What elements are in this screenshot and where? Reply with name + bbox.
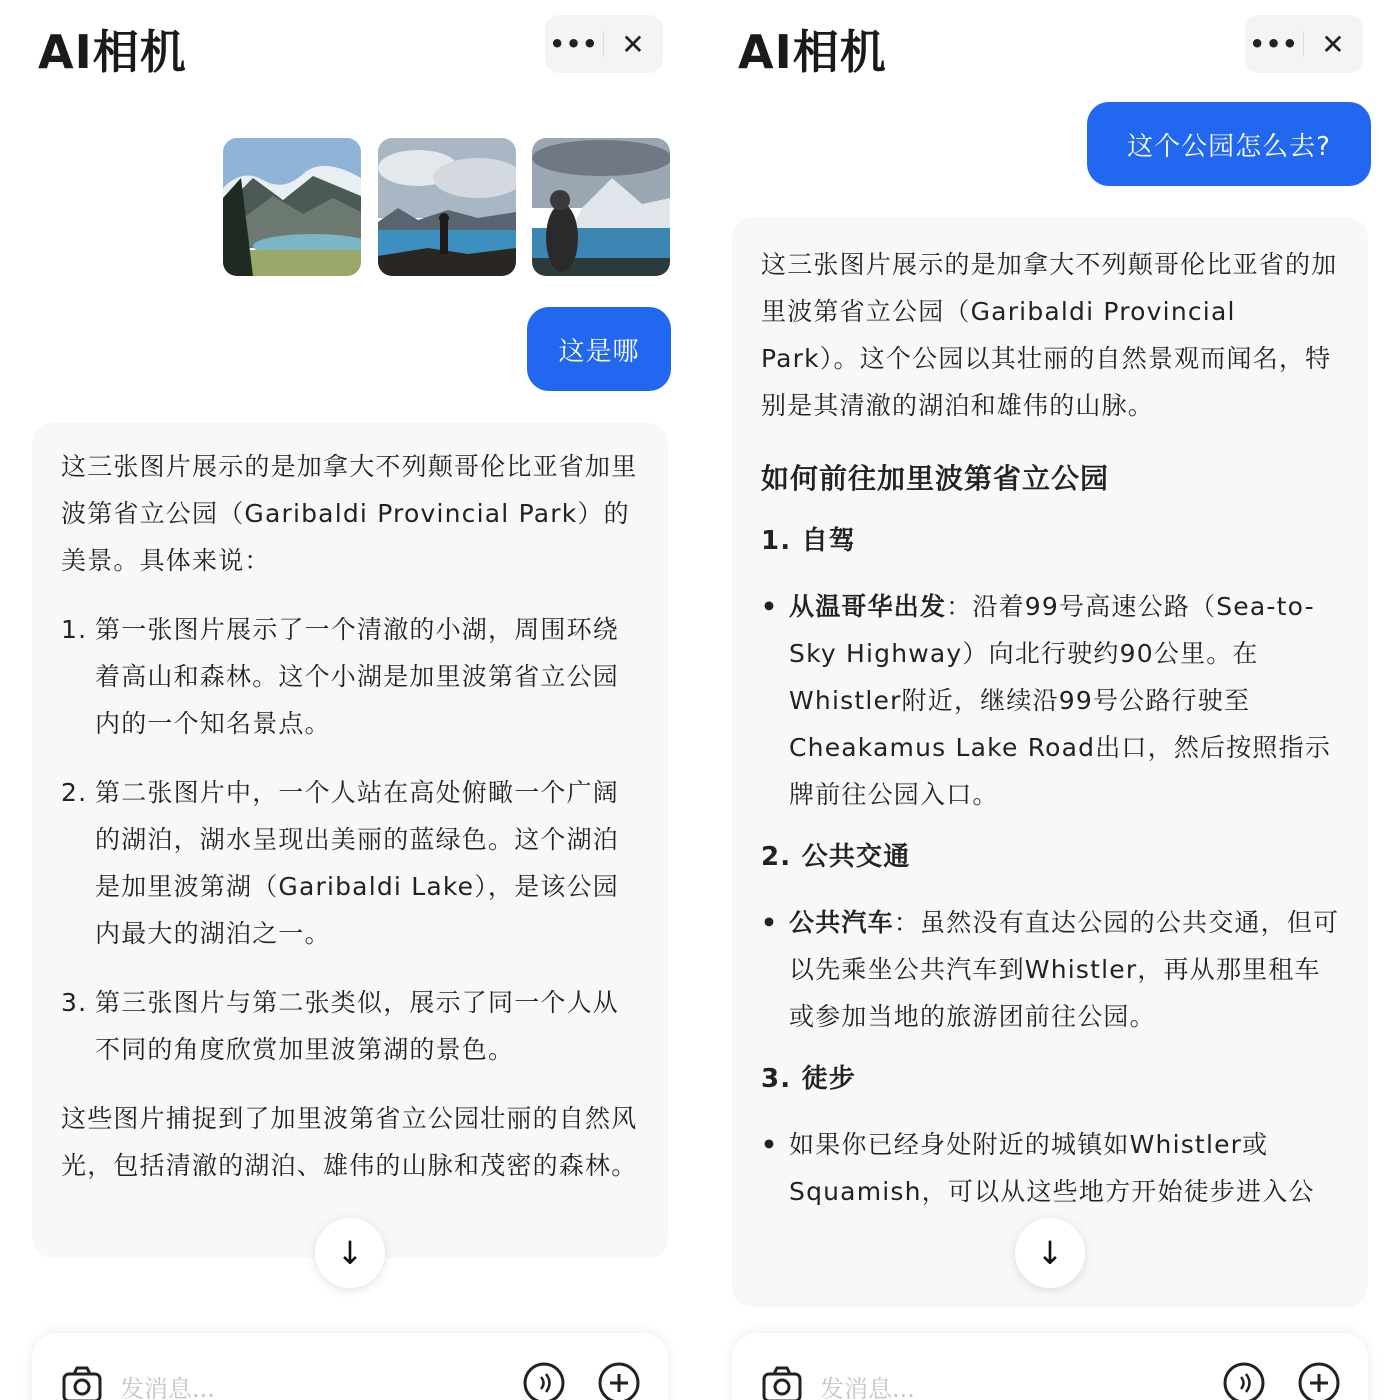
photo-thumbnail-1[interactable] [223,138,361,276]
user-message-bubble: 这个公园怎么去? [1087,102,1371,186]
list-text: 第一张图片展示了一个清澈的小湖，周围环绕着高山和森林。这个小湖是加里波第省立公园内的一个知名景点。 [95,615,620,738]
arrow-down-icon[interactable]: ↓ [315,1218,385,1288]
plus-circle-icon[interactable] [1297,1361,1341,1400]
bullet-body [789,583,1340,818]
right-chat-panel [700,0,1400,1400]
bullet-text: ：沿着99号高速公路（Sea-to-Sky Highway）向北行驶约90公里。在Whistler附近，继续沿99号公路行驶至Cheakamus Lake Road出口，然后按照指示牌前往公园入口。 [789,592,1332,809]
message-input-bar [732,1333,1368,1400]
plus-circle-icon[interactable] [597,1361,641,1400]
more-dots-icon[interactable]: ••• [1249,30,1299,58]
bullet-text: 如果你已经身处附近的城镇如Whistler或Squamish，可以从这些地方开始徒步进入公 [789,1130,1315,1206]
photo-thumbnail-2[interactable] [378,138,516,276]
list-number: 2. [61,778,88,807]
bullet-bold: 公共汽车 [789,908,894,937]
bullet-dot: • [761,908,779,937]
answer-heading: 如何前往加里波第省立公园 [761,462,1110,495]
list-item [61,979,640,1073]
voice-icon[interactable] [1222,1361,1266,1400]
voice-icon[interactable] [522,1361,566,1400]
list-item [61,606,640,747]
close-icon[interactable]: ✕ [1321,27,1345,61]
app-title: AI相机 [738,25,887,79]
message-input-bar [32,1333,668,1400]
photo-thumbnail-3[interactable] [532,138,670,276]
close-icon[interactable]: ✕ [621,27,645,61]
bullet-text: ：虽然没有直达公园的公共交通，但可以先乘坐公共汽车到Whistler，再从那里租车或参加当地的旅游团前往公园。 [789,908,1340,1031]
answer-list [61,606,640,1073]
answer-outro: 这些图片捕捉到了加里波第省立公园壮丽的自然风光，包括清澈的湖泊、雄伟的山脉和茂密的森林。 [61,1104,638,1180]
list-item [761,583,1340,818]
section-title: 3. 徒步 [761,1064,857,1094]
list-text: 第二张图片中，一个人站在高处俯瞰一个广阔的湖泊，湖水呈现出美丽的蓝绿色。这个湖泊是加里波第湖（Garibaldi Lake），是该公园内最大的湖泊之一。 [95,778,620,948]
list-item [761,1121,1340,1215]
ai-answer-card [32,423,668,1258]
bullet-dot: • [761,592,779,621]
message-input[interactable]: 发消息... [820,1375,915,1400]
camera-icon[interactable] [760,1363,804,1400]
list-number: 1. [61,615,88,644]
list-text: 第三张图片与第二张类似，展示了同一个人从不同的角度欣赏加里波第湖的景色。 [95,988,620,1064]
list-item [761,899,1340,1040]
ai-answer-card [732,217,1368,1307]
list-item [61,769,640,957]
app-title: AI相机 [38,25,187,79]
arrow-down-icon[interactable]: ↓ [1015,1218,1085,1288]
bullet-bold: 从温哥华出发 [789,592,947,621]
mini-program-capsule [545,15,663,73]
user-message-bubble: 这是哪 [527,307,671,391]
answer-intro: 这三张图片展示的是加拿大不列颠哥伦比亚省加里波第省立公园（Garibaldi Provincial Park）的美景。具体来说： [61,452,638,575]
camera-icon[interactable] [60,1363,104,1400]
section-title: 2. 公共交通 [761,842,911,872]
bullet-dot: • [761,1130,779,1159]
answer-intro: 这三张图片展示的是加拿大不列颠哥伦比亚省的加里波第省立公园（Garibaldi Provincial Park）。这个公园以其壮丽的自然景观而闻名，特别是其清澈的湖泊和雄伟的山脉。 [761,250,1338,420]
more-dots-icon[interactable]: ••• [549,30,599,58]
bullet-body [789,899,1340,1040]
bullet-body [789,1121,1340,1215]
mini-program-capsule [1245,15,1363,73]
section-title: 1. 自驾 [761,526,857,556]
list-number: 3. [61,988,88,1017]
message-input[interactable]: 发消息... [120,1375,215,1400]
